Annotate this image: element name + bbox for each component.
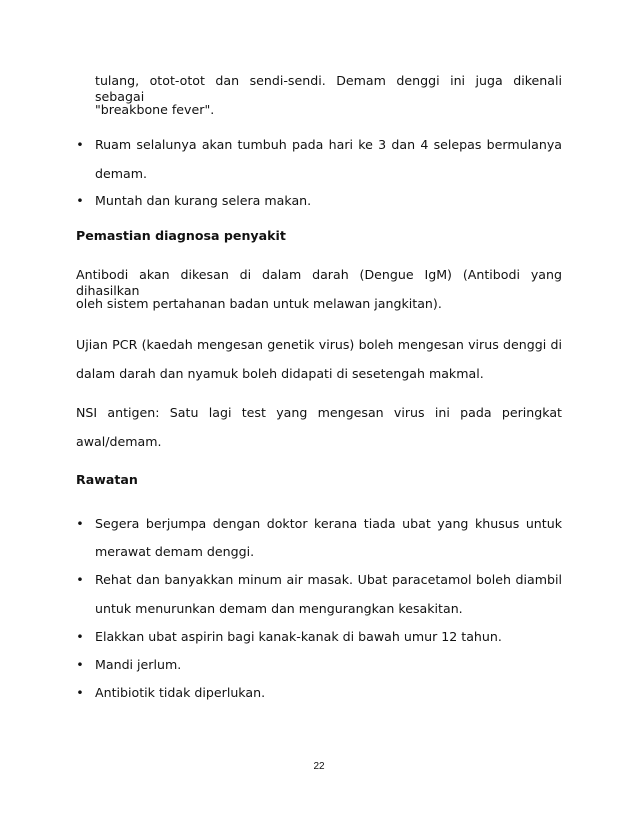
diagnosis-p1-line-2: oleh sistem pertahanan badan untuk melawan jangkitan). <box>76 296 442 311</box>
page-number: 22 <box>313 761 325 772</box>
bullet-icon: • <box>76 137 84 152</box>
symptom-item-2: Muntah dan kurang selera makan. <box>95 193 312 208</box>
continuation-line-2: "breakbone fever". <box>95 102 215 117</box>
treatment-item-2-line-1: Rehat dan banyakkan minum air masak. Ubat paracetamol boleh diambil <box>95 572 562 587</box>
diagnosis-heading: Pemastian diagnosa penyakit <box>76 228 286 243</box>
diagnosis-p3-line-1: NSI antigen: Satu lagi test yang mengesan virus ini pada peringkat <box>76 405 562 420</box>
symptom-item-1-line-1: Ruam selalunya akan tumbuh pada hari ke 3 dan 4 selepas bermulanya <box>95 137 562 152</box>
diagnosis-p2-line-1: Ujian PCR (kaedah mengesan genetik virus) boleh mengesan virus denggi di <box>76 337 562 352</box>
bullet-icon: • <box>76 516 84 531</box>
bullet-icon: • <box>76 629 84 644</box>
treatment-item-5: Antibiotik tidak diperlukan. <box>95 685 266 700</box>
symptom-item-1-line-2: demam. <box>95 166 147 181</box>
treatment-item-1-line-2: merawat demam denggi. <box>95 544 255 559</box>
continuation-line-1: tulang, otot-otot dan sendi-sendi. Demam denggi ini juga dikenali sebagai <box>95 73 562 104</box>
treatment-heading: Rawatan <box>76 472 138 487</box>
treatment-item-1-line-1: Segera berjumpa dengan doktor kerana tiada ubat yang khusus untuk <box>95 516 562 531</box>
diagnosis-p1-line-1: Antibodi akan dikesan di dalam darah (Dengue IgM) (Antibodi yang dihasilkan <box>76 267 562 298</box>
bullet-icon: • <box>76 193 84 208</box>
treatment-item-4: Mandi jerlum. <box>95 657 182 672</box>
bullet-icon: • <box>76 657 84 672</box>
diagnosis-p2-line-2: dalam darah dan nyamuk boleh didapati di sesetengah makmal. <box>76 366 484 381</box>
bullet-icon: • <box>76 572 84 587</box>
treatment-item-3: Elakkan ubat aspirin bagi kanak-kanak di bawah umur 12 tahun. <box>95 629 502 644</box>
treatment-item-2-line-2: untuk menurunkan demam dan mengurangkan kesakitan. <box>95 601 463 616</box>
diagnosis-p3-line-2: awal/demam. <box>76 434 162 449</box>
bullet-icon: • <box>76 685 84 700</box>
